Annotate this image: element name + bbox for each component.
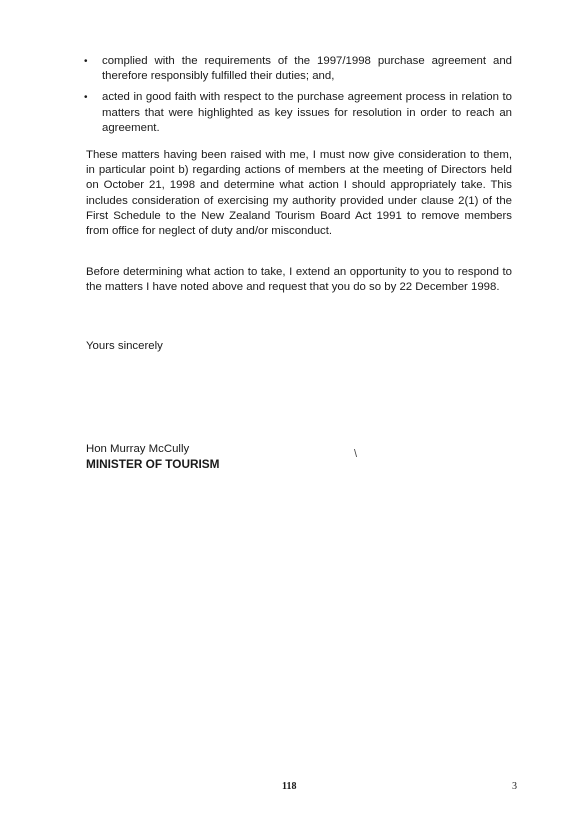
bullet-icon: • (84, 56, 88, 67)
signatory-name: Hon Murray McCully (86, 443, 190, 455)
bullet-text: complied with the requirements of the 1997/1998 purchase agreement and therefore responsibly fulfilled their duties; and, (102, 55, 512, 83)
signatory-title: MINISTER OF TOURISM (86, 457, 220, 471)
closing-salutation: Yours sincerely (86, 340, 163, 352)
body-paragraph-response-request: Before determining what action to take, I extend an opportunity to you to respond to the matters I have noted above and request that you do so by 22 December 1998. (86, 266, 512, 294)
list-item (84, 90, 512, 136)
bullet-list (84, 54, 512, 142)
list-item (84, 54, 512, 84)
page-number: 118 (282, 781, 297, 792)
bullet-icon: • (84, 92, 88, 104)
bullet-text: acted in good faith with respect to the purchase agreement process in relation to matters that were highlighted as key issues for resolution in order to reach an agreement. (102, 91, 512, 134)
stray-mark: \ (354, 448, 358, 460)
corner-page-number: 3 (512, 781, 517, 792)
body-paragraph-consideration: These matters having been raised with me, I must now give consideration to them, in particular point b) regarding actions of members at the meeting of Directors held on October 21, 1998 and determine what action I should appropriately take. This includes consideration of exercising my authority provided under clause 2(1) of the First Schedule to the New Zealand Tourism Board Act 1991 to remove members from office for neglect of duty and/or misconduct. (86, 149, 512, 238)
